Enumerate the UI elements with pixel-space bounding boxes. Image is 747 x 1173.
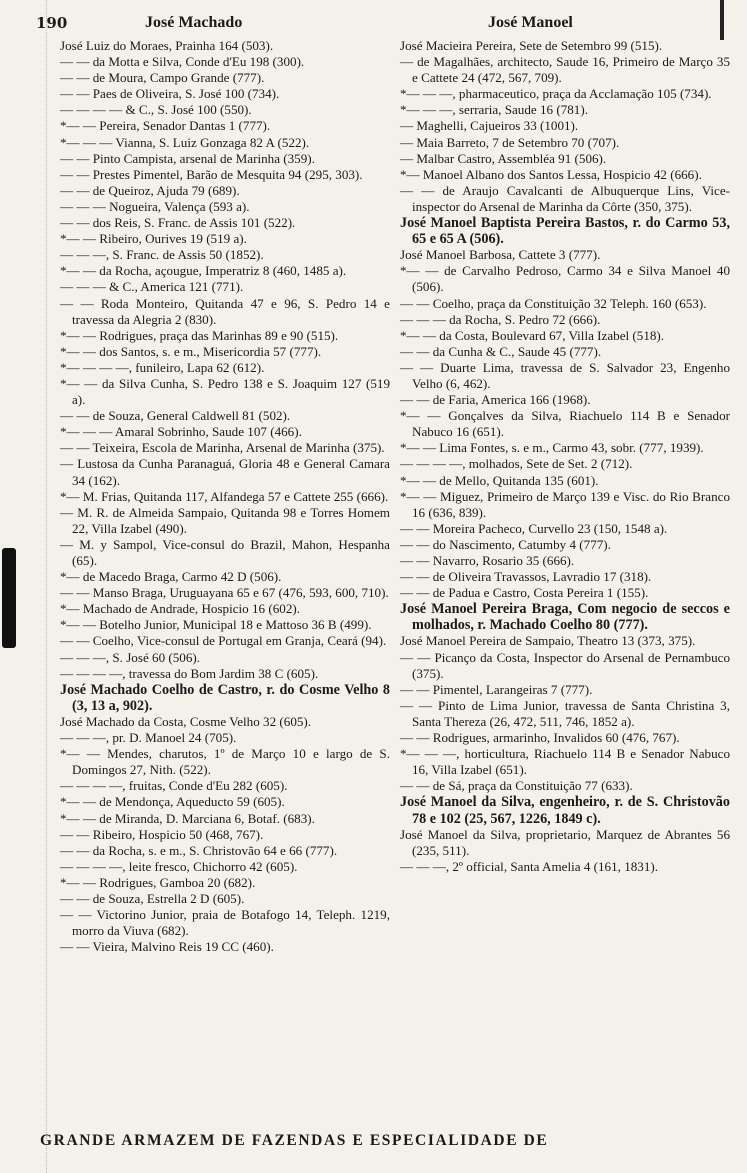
left-column-entry: — — Prestes Pimentel, Barão de Mesquita 94 (295, 303). [60, 166, 363, 182]
right-column-entry: — Malbar Castro, Assembléa 91 (506). [400, 150, 607, 166]
left-column-entry: *— — Botelho Junior, Municipal 18 e Mattoso 36 B (499). [60, 617, 372, 633]
right-column-entry: — — de Padua e Castro, Costa Pereira 1 (155). [400, 585, 649, 601]
right-column-entry: *— — Lima Fontes, s. e m., Carmo 43, sobr. (777, 1939). [400, 440, 704, 456]
left-column-entry: — — — —, leite fresco, Chichorro 42 (605). [60, 858, 298, 874]
right-column-entry: — — de Faria, America 166 (1968). [400, 392, 591, 408]
left-column-entry: — M. y Sampol, Vice-consul do Brazil, Mahon, Hespanha (65). [60, 536, 390, 568]
left-column-entry: — M. R. de Almeida Sampaio, Quitanda 98 e Torres Homem 22, Villa Izabel (490). [60, 504, 390, 536]
right-column-entry: — — de Araujo Cavalcanti de Albuquerque Lins, Vice-inspector do Arsenal de Marinha da Côrte (350, 375). [400, 182, 730, 214]
right-column-entry: — — Pinto de Lima Junior, travessa de Santa Christina 3, Santa Thereza (26, 472, 511, 746, 1852 a). [400, 697, 730, 729]
footer-advertisement: GRANDE ARMAZEM DE FAZENDAS E ESPECIALIDADE DE [40, 1132, 549, 1149]
right-column-entry: *— — da Costa, Boulevard 67, Villa Izabel (518). [400, 327, 665, 343]
left-column-entry: *— — Ribeiro, Ourives 19 (519 a). [60, 231, 247, 247]
right-column-entry: — — Moreira Pacheco, Curvello 23 (150, 1548 a). [400, 520, 668, 536]
right-column-entry: — — Rodrigues, armarinho, Invalidos 60 (476, 767). [400, 730, 680, 746]
left-column-entry: — — da Motta e Silva, Conde d'Eu 198 (300). [60, 54, 305, 70]
left-column-entry: *— — Rodrigues, Gamboa 20 (682). [60, 874, 256, 890]
right-column-entry: *— — —, pharmaceutico, praça da Acclamação 105 (734). [400, 86, 712, 102]
left-column-entry: — — Vieira, Malvino Reis 19 CC (460). [60, 939, 274, 955]
left-column-entry: — — dos Reis, S. Franc. de Assis 101 (522). [60, 215, 296, 231]
left-column-entry: — — —, S. José 60 (506). [60, 649, 201, 665]
right-column-entry: — Maia Barreto, 7 de Setembro 70 (707). [400, 134, 620, 150]
left-column-entry: *— — dos Santos, s. e m., Misericordia 57 (777). [60, 343, 322, 359]
right-column-entry: José Manoel Barbosa, Cattete 3 (777). [400, 247, 601, 263]
right-column-entry: — de Magalhães, architecto, Saude 16, Primeiro de Março 35 e Cattete 24 (472, 567, 709). [400, 54, 730, 86]
right-column-entry: *— — de Carvalho Pedroso, Carmo 34 e Silva Manoel 40 (506). [400, 263, 730, 295]
right-column-entry: — — Coelho, praça da Constituição 32 Teleph. 160 (653). [400, 295, 707, 311]
left-column-entry: José Luiz do Moraes, Prainha 164 (503). [60, 38, 274, 53]
left-column-entry: — — — — & C., S. José 100 (550). [60, 102, 252, 118]
left-column-entry: *— — da Rocha, açougue, Imperatriz 8 (460, 1485 a). [60, 263, 347, 279]
right-column-entry: *— — Gonçalves da Silva, Riachuelo 114 B e Senador Nabuco 16 (651). [400, 408, 730, 440]
page-fold-mark [720, 0, 724, 40]
left-column-entry: *— — de Mendonça, Aqueducto 59 (605). [60, 794, 285, 810]
right-column-entry: — — do Nascimento, Catumby 4 (777). [400, 536, 611, 552]
left-column-entry: *— — — —, funileiro, Lapa 62 (612). [60, 359, 265, 375]
left-column-entry: — — de Souza, Estrella 2 D (605). [60, 890, 245, 906]
left-column-entry: — — Roda Monteiro, Quitanda 47 e 96, S. Pedro 14 e travessa da Alegria 2 (830). [60, 295, 390, 327]
right-column-entry: José Manoel da Silva, engenheiro, r. de S. Christovão 78 e 102 (25, 567, 1226, 1849 c). [400, 794, 730, 827]
right-column-entry: — — Navarro, Rosario 35 (666). [400, 553, 575, 568]
right-column-entry: *— — de Mello, Quitanda 135 (601). [400, 472, 599, 488]
left-column-entry: — Lustosa da Cunha Paranaguá, Gloria 48 e General Camara 34 (162). [60, 456, 390, 488]
right-column-entry: — — Duarte Lima, travessa de S. Salvador 23, Engenho Velho (6, 462). [400, 359, 730, 391]
left-column-entry: *— de Macedo Braga, Carmo 42 D (506). [60, 569, 282, 585]
left-column-entry: — — — —, travessa do Bom Jardim 38 C (605). [60, 665, 319, 681]
right-column [400, 38, 730, 875]
left-column-entry: — — — —, fruitas, Conde d'Eu 282 (605). [60, 778, 288, 794]
left-column-entry: — — Coelho, Vice-consul de Portugal em Granja, Ceará (94). [60, 633, 387, 649]
right-column-entry: — Maghelli, Cajueiros 33 (1001). [400, 118, 579, 134]
right-column-entry: José Manoel da Silva, proprietario, Marquez de Abrantes 56 (235, 511). [400, 826, 730, 858]
left-column-entry: *— — Rodrigues, praça das Marinhas 89 e 90 (515). [60, 327, 339, 343]
left-column-entry: — — de Queiroz, Ajuda 79 (689). [60, 182, 240, 198]
page-number: 190 [36, 14, 68, 32]
right-column-entry: — — — —, molhados, Sete de Set. 2 (712). [400, 456, 633, 472]
right-column-entry: — — de Sá, praça da Constituição 77 (633). [400, 778, 633, 794]
left-column-entry: — — Manso Braga, Uruguayana 65 e 67 (476, 593, 600, 710). [60, 585, 389, 601]
margin-ink-mark [2, 548, 16, 648]
left-column-entry: José Machado da Costa, Cosme Velho 32 (605). [60, 713, 312, 729]
left-column-entry: — — —, pr. D. Manoel 24 (705). [60, 730, 237, 746]
left-column-entry: — — Victorino Junior, praia de Botafogo 14, Teleph. 1219, morro da Viuva (682). [60, 907, 390, 939]
left-column-entry: — — — Nogueira, Valença (593 a). [60, 198, 250, 214]
left-column-entry: *— — Mendes, charutos, 1º de Março 10 e largo de S. Domingos 27, Nith. (522). [60, 746, 390, 778]
right-column-entry: — — Picanço da Costa, Inspector do Arsenal de Pernambuco (375). [400, 649, 730, 681]
right-column-entry: — — Pimentel, Larangeiras 7 (777). [400, 681, 593, 697]
left-column-entry: *— Machado de Andrade, Hospicio 16 (602). [60, 601, 300, 617]
left-column-entry: *— — — Amaral Sobrinho, Saude 107 (466). [60, 424, 302, 440]
left-column-entry: — — de Moura, Campo Grande (777). [60, 70, 265, 86]
running-head-right: José Manoel [488, 14, 573, 31]
left-column-entry: — — Paes de Oliveira, S. José 100 (734). [60, 86, 280, 102]
right-column-entry: José Manoel Pereira Braga, Com negocio de seccos e molhados, r. Machado Coelho 80 (777). [400, 601, 730, 634]
right-column-entry: — — da Cunha & C., Saude 45 (777). [400, 343, 602, 359]
right-column-entry: José Manoel Baptista Pereira Bastos, r. do Carmo 53, 65 e 65 A (506). [400, 215, 730, 248]
left-column-entry: *— — da Silva Cunha, S. Pedro 138 e S. Joaquim 127 (519 a). [60, 375, 390, 408]
left-column-entry: *— M. Frias, Quitanda 117, Alfandega 57 e Cattete 255 (666). [60, 488, 389, 504]
right-column-entry: *— — Miguez, Primeiro de Março 139 e Visc. do Rio Branco 16 (636, 839). [400, 488, 730, 520]
left-column-entry: — — de Souza, General Caldwell 81 (502). [60, 408, 291, 424]
left-column [60, 38, 390, 955]
right-column-entry: José Macieira Pereira, Sete de Setembro 99 (515). [400, 38, 663, 53]
right-column-entry: — — —, 2º official, Santa Amelia 4 (161, 1831). [400, 858, 659, 874]
running-head-left: José Machado [145, 14, 243, 31]
left-column-entry: José Machado Coelho de Castro, r. do Cosme Velho 8 (3, 13 a, 902). [60, 681, 390, 714]
left-column-entry: — — Teixeira, Escola de Marinha, Arsenal de Marinha (375). [60, 440, 385, 456]
left-column-entry: *— — — Vianna, S. Luiz Gonzaga 82 A (522). [60, 134, 310, 150]
right-column-entry: José Manoel Pereira de Sampaio, Theatro 13 (373, 375). [400, 633, 696, 649]
left-column-entry: — — da Rocha, s. e m., S. Christovão 64 e 66 (777). [60, 842, 338, 858]
left-column-entry: *— — de Miranda, D. Marciana 6, Botaf. (683). [60, 810, 315, 826]
left-column-entry: — — Pinto Campista, arsenal de Marinha (359). [60, 150, 315, 166]
left-column-entry: — — Ribeiro, Hospicio 50 (468, 767). [60, 826, 264, 842]
right-column-entry: *— Manoel Albano dos Santos Lessa, Hospicio 42 (666). [400, 166, 702, 182]
right-column-entry: *— — —, serraria, Saude 16 (781). [400, 102, 588, 118]
right-column-entry: *— — —, horticultura, Riachuelo 114 B e Senador Nabuco 16, Villa Izabel (651). [400, 746, 730, 778]
left-column-entry: — — — & C., America 121 (771). [60, 279, 244, 295]
left-column-entry: — — —, S. Franc. de Assis 50 (1852). [60, 247, 264, 263]
right-column-entry: — — — da Rocha, S. Pedro 72 (666). [400, 311, 601, 327]
right-column-entry: — — de Oliveira Travassos, Lavradio 17 (318). [400, 569, 652, 585]
left-column-entry: *— — Pereira, Senador Dantas 1 (777). [60, 118, 271, 134]
